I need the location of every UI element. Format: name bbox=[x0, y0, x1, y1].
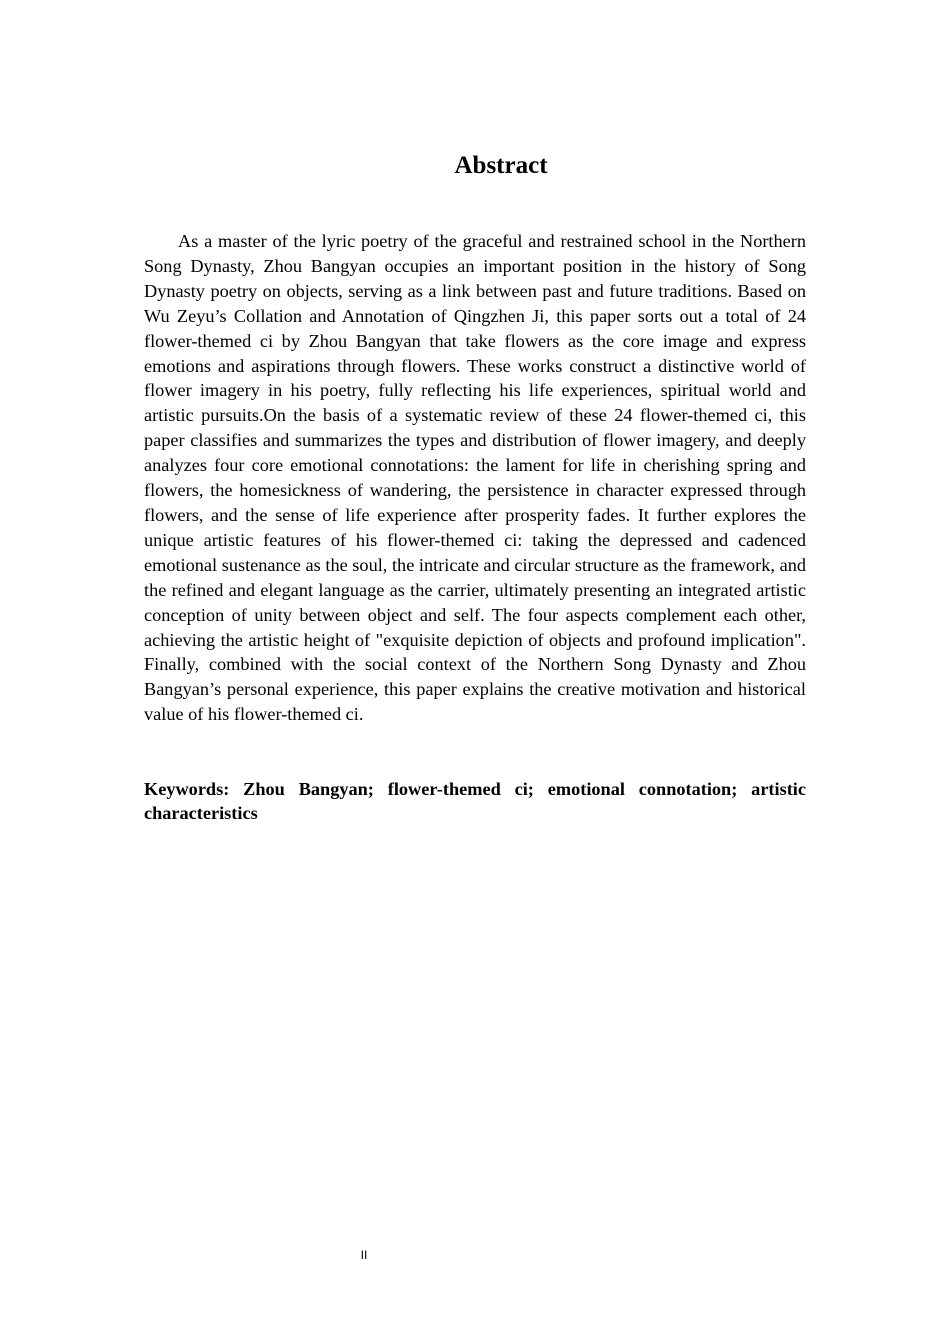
abstract-title: Abstract bbox=[454, 152, 548, 179]
keywords-label: Keywords: bbox=[144, 779, 230, 799]
page-number: II bbox=[360, 1248, 368, 1262]
keywords-text: Zhou Bangyan; flower-themed ci; emotional connotation; artistic characteristics bbox=[144, 779, 806, 823]
abstract-body: As a master of the lyric poetry of the graceful and restrained school in the Northern Song Dynasty, Zhou Bangyan occupies an important position in the history of Song Dynasty poetry on objects, serving as a link between past and future traditions. Based on Wu Zeyu’s Collation and Annotation of Qingzhen Ji, this paper sorts out a total of 24 flower-themed ci by Zhou Bangyan that take flowers as the core image and express emotions and aspirations through flowers. These works construct a distinctive world of flower imagery in his poetry, fully reflecting his life experiences, spiritual world and artistic pursuits.On the basis of a systematic review of these 24 flower-themed ci, this paper classifies and summarizes the types and distribution of flower imagery, and deeply analyzes four core emotional connotations: the lament for life in cherishing spring and flowers, the homesickness of wandering, the persistence in character expressed through flowers, and the sense of life experience after prosperity fades. It further explores the unique artistic features of his flower-themed ci: taking the depressed and cadenced emotional sustenance as the soul, the intricate and circular structure as the framework, and the refined and elegant language as the carrier, ultimately presenting an integrated artistic conception of unity between object and self. The four aspects complement each other, achieving the artistic height of "exquisite depiction of objects and profound implication". Finally, combined with the social context of the Northern Song Dynasty and Zhou Bangyan’s personal experience, this paper explains the creative motivation and historical value of his flower-themed ci. bbox=[144, 231, 806, 725]
keywords-line bbox=[144, 777, 806, 825]
